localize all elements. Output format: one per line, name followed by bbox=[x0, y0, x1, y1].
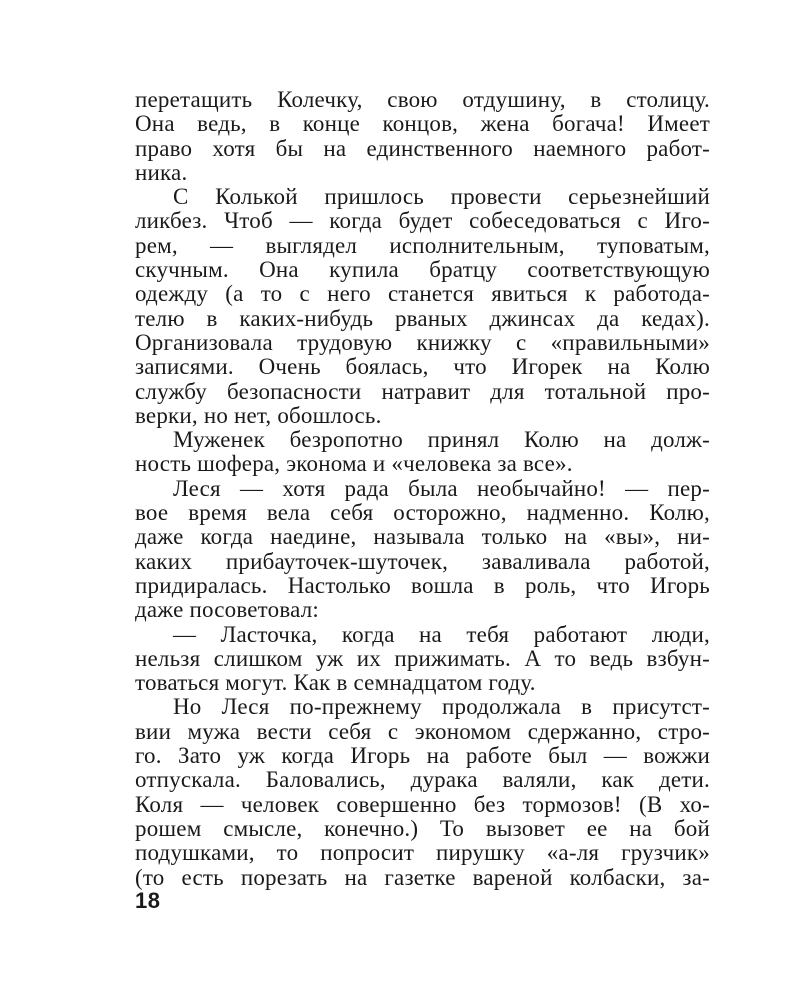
text-line: даже когда наедине, называла только на «вы», ни- bbox=[135, 524, 710, 550]
text-line: ликбез. Чтоб — когда будет собеседоваться с Иго- bbox=[135, 208, 710, 234]
text-line: ность шофера, эконома и «человека за все». bbox=[135, 451, 573, 477]
text-line: ника. bbox=[135, 159, 188, 185]
book-page-text bbox=[135, 88, 710, 890]
text-line: отпускала. Баловались, дурака валяли, как дети. bbox=[135, 767, 710, 793]
page-number: 18 bbox=[135, 888, 161, 913]
text-line: Она ведь, в конце концов, жена богача! Имеет bbox=[135, 111, 710, 137]
text-line: рошем смысле, конечно.) То вызовет ее на бой bbox=[135, 815, 710, 841]
text-line: Муженек безропотно принял Колю на долж- bbox=[173, 427, 710, 453]
text-line: подушками, то попросит пирушку «а-ля грузчик» bbox=[135, 840, 710, 866]
text-line: — Ласточка, когда на тебя работают люди, bbox=[173, 621, 710, 647]
text-line: одежду (а то с него станется явиться к работода- bbox=[135, 281, 710, 307]
text-line: го. Зато уж когда Игорь на работе был — вожжи bbox=[135, 743, 710, 769]
text-line: верки, но нет, обошлось. bbox=[135, 402, 382, 428]
text-line: вии мужа вести себя с экономом сдержанно, стро- bbox=[135, 718, 710, 744]
text-line: право хотя бы на единственного наемного работ- bbox=[135, 135, 710, 161]
text-line: С Колькой пришлось провести серьезнейший bbox=[173, 184, 710, 210]
text-line: придиралась. Настолько вошла в роль, что Игорь bbox=[135, 572, 710, 598]
text-line: Организовала трудовую книжку с «правильными» bbox=[135, 329, 710, 355]
text-line: (то есть порезать на газетке вареной колбаски, за- bbox=[135, 864, 710, 890]
text-line: Но Леся по-прежнему продолжала в присутст- bbox=[173, 694, 710, 720]
text-line: телю в каких-нибудь рваных джинсах да кедах). bbox=[135, 305, 710, 331]
text-line: Коля — человек совершенно без тормозов! (В хо- bbox=[135, 791, 710, 817]
text-line: записями. Очень боялась, что Игорек на Колю bbox=[135, 354, 710, 380]
text-line: даже посоветовал: bbox=[135, 597, 319, 623]
text-line: перетащить Колечку, свою отдушину, в столицу. bbox=[135, 87, 710, 112]
text-line: вое время вела себя осторожно, надменно. Колю, bbox=[135, 500, 710, 526]
text-line: каких прибауточек-шуточек, заваливала работой, bbox=[135, 548, 710, 574]
text-line: товаться могут. Как в семнадцатом году. bbox=[135, 670, 536, 696]
text-line: Леся — хотя рада была необычайно! — пер- bbox=[173, 475, 710, 501]
text-line: службу безопасности натравит для тотальной про- bbox=[135, 378, 710, 404]
text-line: скучным. Она купила братцу соответствующую bbox=[135, 257, 710, 283]
text-line: рем, — выглядел исполнительным, туповатым, bbox=[135, 232, 710, 258]
text-line: нельзя слишком уж их прижимать. А то ведь взбун- bbox=[135, 645, 710, 671]
